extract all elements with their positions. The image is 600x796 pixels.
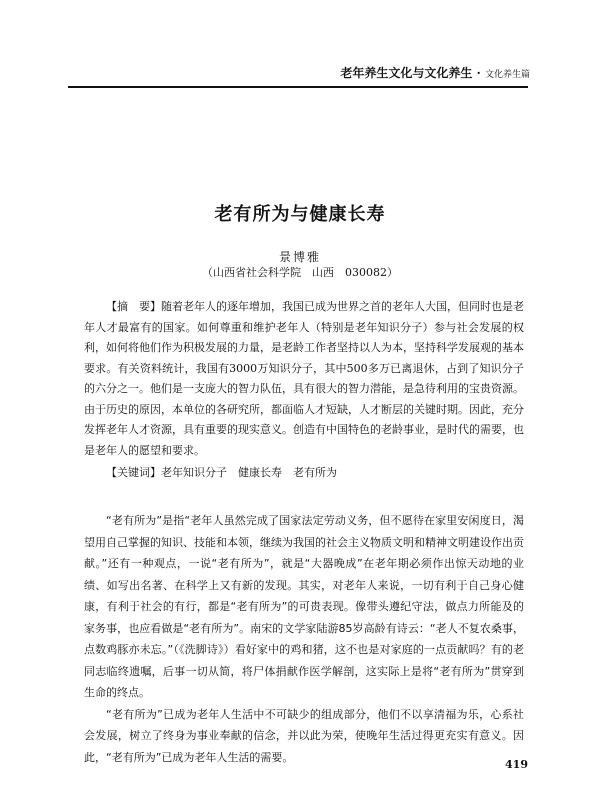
keywords-text: 老年知识分子 健康长寿 老有所为 xyxy=(161,466,337,479)
keywords-label: 【关键词】 xyxy=(106,466,161,479)
keywords xyxy=(84,463,524,483)
author-affiliation: （山西省社会科学院 山西 030082） xyxy=(202,266,398,279)
running-header-separator: · xyxy=(476,66,481,80)
body-paragraph: “老有所为”已成为老年人生活中不可缺少的组成部分，他们不以享清福为乐，心系社会发展，树立了终身为事业奉献的信念，并以此为荣，使晚年生活过得更充实有意义。因此，“老有所为”已成为老年人生活的需要。 xyxy=(84,707,524,764)
header-rule xyxy=(68,86,528,88)
article-title: 老有所为与健康长寿 xyxy=(214,204,386,225)
abstract-label: 【摘 要】 xyxy=(106,300,161,313)
article-body xyxy=(84,510,524,768)
abstract xyxy=(84,297,524,461)
page-number: 419 xyxy=(505,758,528,771)
body-paragraph: “老有所为”是指“老年人虽然完成了国家法定劳动义务，但不愿待在家里安闲度日，渴望用自己掌握的知识、技能和本领，继续为我国的社会主义物质文明和精神文明建设作出贡献。”还有一种观点，一说“老有所为”，就是“大器晚成”在老年期必须作出惊天动地的业绩、如写出名著、在科学上又有新的发现。其实，对老年人来说，一切有利于自己身心健康，有利于社会的有行，都是“老有所为”的可贵表现。像带头遵纪守法，做点力所能及的家务事，也应看做是“老有所为”。南宋的文学家陆游85岁高龄有诗云：“老人不复农桑事，点数鸡豚亦未忘。”（《洗脚诗》）看好家中的鸡和猪，这不也是对家庭的一点贡献吗？有的老同志临终遗嘱，后事一切从简，将尸体捐献作医学解剖，这实际上是将“老有所为”贯穿到生命的终点。 xyxy=(84,514,524,699)
running-header xyxy=(300,64,530,81)
running-header-main: 老年养生文化与文化养生 xyxy=(340,66,473,80)
author-name: 景博雅 xyxy=(278,250,321,264)
running-header-sub: 文化养生篇 xyxy=(484,70,530,80)
abstract-text: 随着老年人的逐年增加，我国已成为世界之首的老年人大国，但同时也是老年人才最富有的国家。如何尊重和维护老年人（特别是老年知识分子）参与社会发展的权利，如何将他们作为积极发展的力量，是老龄工作者坚持以人为本，坚持科学发展观的基本要求。有关资料统计，我国有3000万知识分子，其中500多万已离退休，占到了知识分子的六分之一。他们是一支庞大的智力队伍，具有很大的智力潜能，是急待利用的宝贵资源。由于历史的原因，本单位的各研究所，都面临人才短缺，人才断层的关键时期。因此，充分发挥老年人才资源，具有重要的现实意义。创造有中国特色的老龄事业，是时代的需要，也是老年人的愿望和要求。 xyxy=(84,300,524,457)
